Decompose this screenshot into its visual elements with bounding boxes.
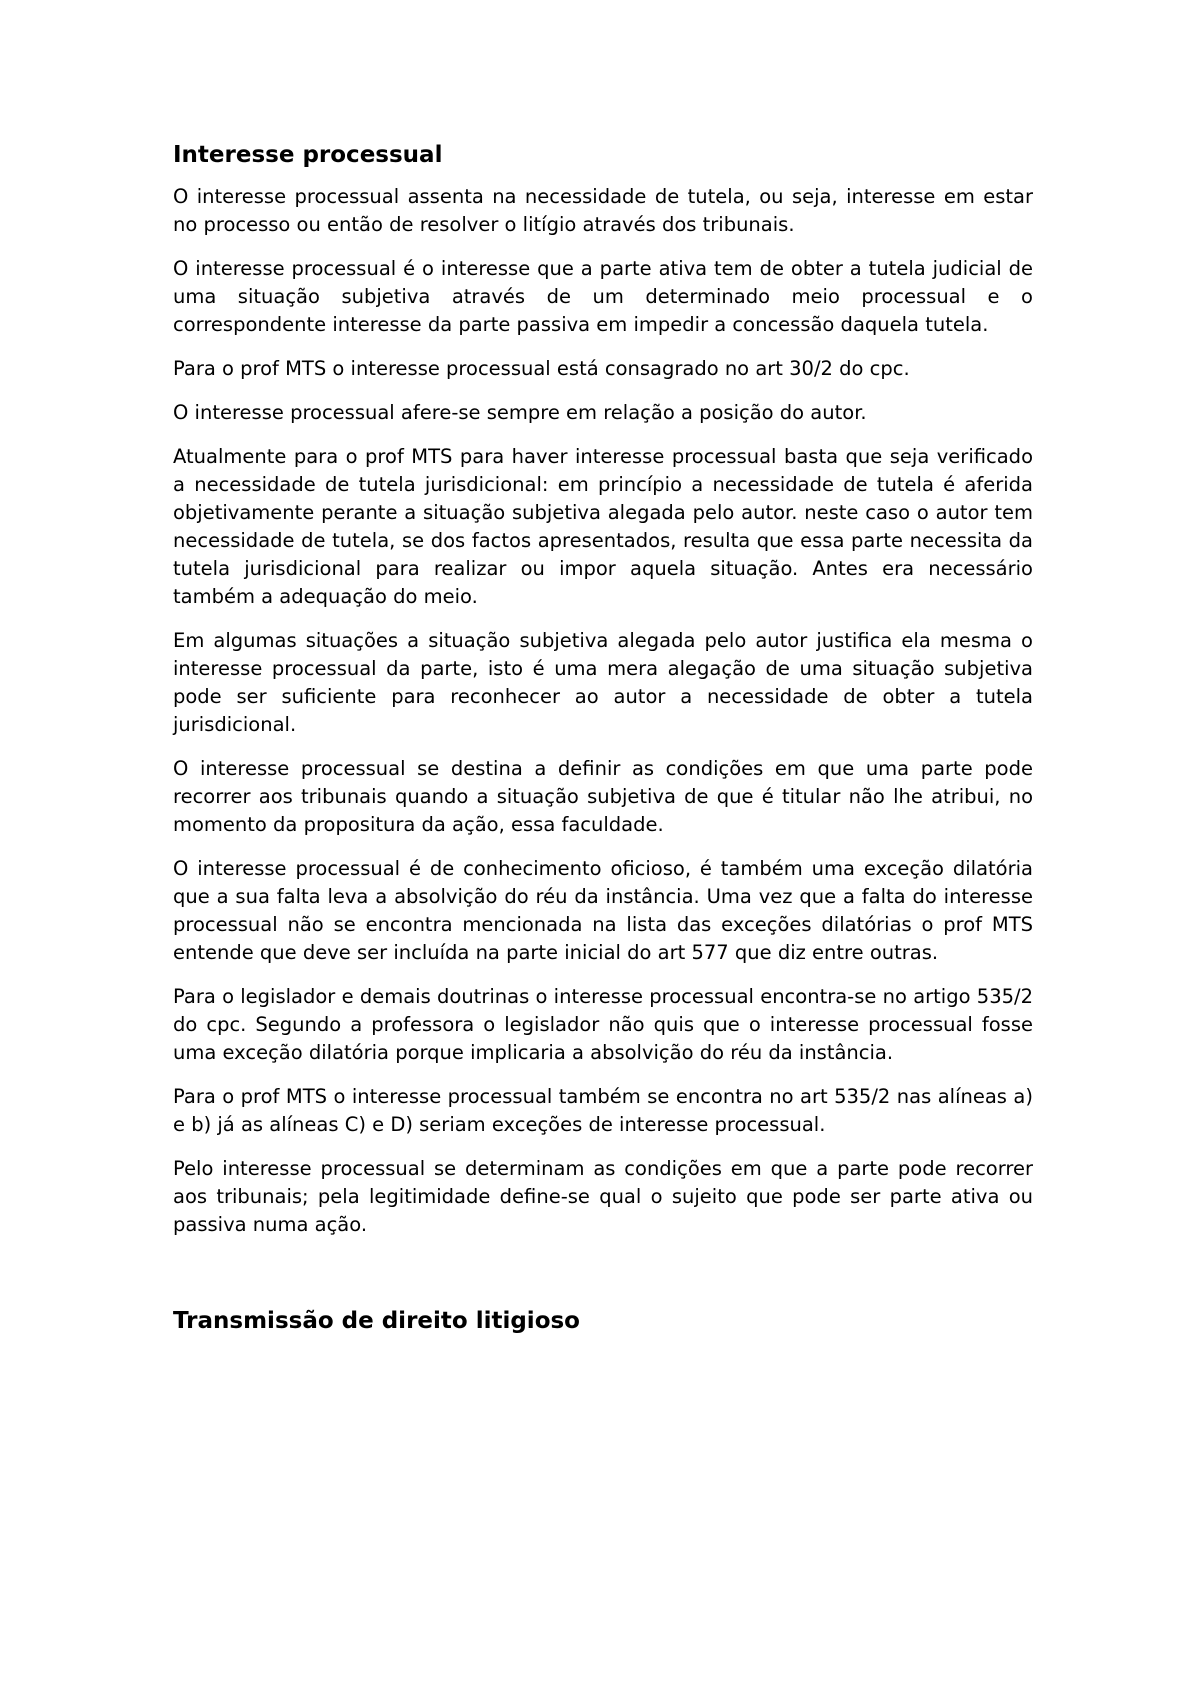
paragraph: O interesse processual é o interesse que a parte ativa tem de obter a tutela judicial de uma situação subjetiva através de um determinado meio processual e o correspondente interesse da parte passiva em impedir a concessão daquela tutela. xyxy=(173,257,1033,336)
paragraph: Pelo interesse processual se determinam as condições em que a parte pode recorrer aos tribunais; pela legitimidade define-se qual o sujeito que pode ser parte ativa ou passiva numa ação. xyxy=(173,1157,1033,1236)
paragraph: Para o prof MTS o interesse processual também se encontra no art 535/2 nas alíneas a) e b) já as alíneas C) e D) seriam exceções de interesse processual. xyxy=(173,1085,1033,1136)
paragraph: Atualmente para o prof MTS para haver interesse processual basta que seja verificado a necessidade de tutela jurisdicional: em princípio a necessidade de tutela é aferida objetivamente perante a situação subjetiva alegada pelo autor. neste caso o autor tem necessidade de tutela, se dos factos apresentados, resulta que essa parte necessita da tutela jurisdicional para realizar ou impor aquela situação. Antes era necessário também a adequação do meio. xyxy=(173,445,1033,608)
paragraph: Em algumas situações a situação subjetiva alegada pelo autor justifica ela mesma o interesse processual da parte, isto é uma mera alegação de uma situação subjetiva pode ser suficiente para reconhecer ao autor a necessidade de obter a tutela jurisdicional. xyxy=(173,629,1033,736)
paragraph: O interesse processual assenta na necessidade de tutela, ou seja, interesse em estar no processo ou então de resolver o litígio através dos tribunais. xyxy=(173,185,1033,236)
section-heading-interesse-processual: Interesse processual xyxy=(173,142,443,168)
paragraph: O interesse processual se destina a definir as condições em que uma parte pode recorrer aos tribunais quando a situação subjetiva de que é titular não lhe atribui, no momento da propositura da ação, essa faculdade. xyxy=(173,757,1033,836)
paragraph: Para o legislador e demais doutrinas o interesse processual encontra-se no artigo 535/2 do cpc. Segundo a professora o legislador não quis que o interesse processual fosse uma exceção dilatória porque implicaria a absolvição do réu da instância. xyxy=(173,985,1033,1064)
paragraph: O interesse processual afere-se sempre em relação a posição do autor. xyxy=(173,401,867,424)
section-heading-transmissao: Transmissão de direito litigioso xyxy=(173,1308,580,1334)
paragraph: O interesse processual é de conhecimento oficioso, é também uma exceção dilatória que a sua falta leva a absolvição do réu da instância. Uma vez que a falta do interesse processual não se encontra mencionada na lista das exceções dilatórias o prof MTS entende que deve ser incluída na parte inicial do art 577 que diz entre outras. xyxy=(173,857,1033,964)
document-body xyxy=(173,139,1033,1349)
paragraph: Para o prof MTS o interesse processual está consagrado no art 30/2 do cpc. xyxy=(173,357,910,380)
